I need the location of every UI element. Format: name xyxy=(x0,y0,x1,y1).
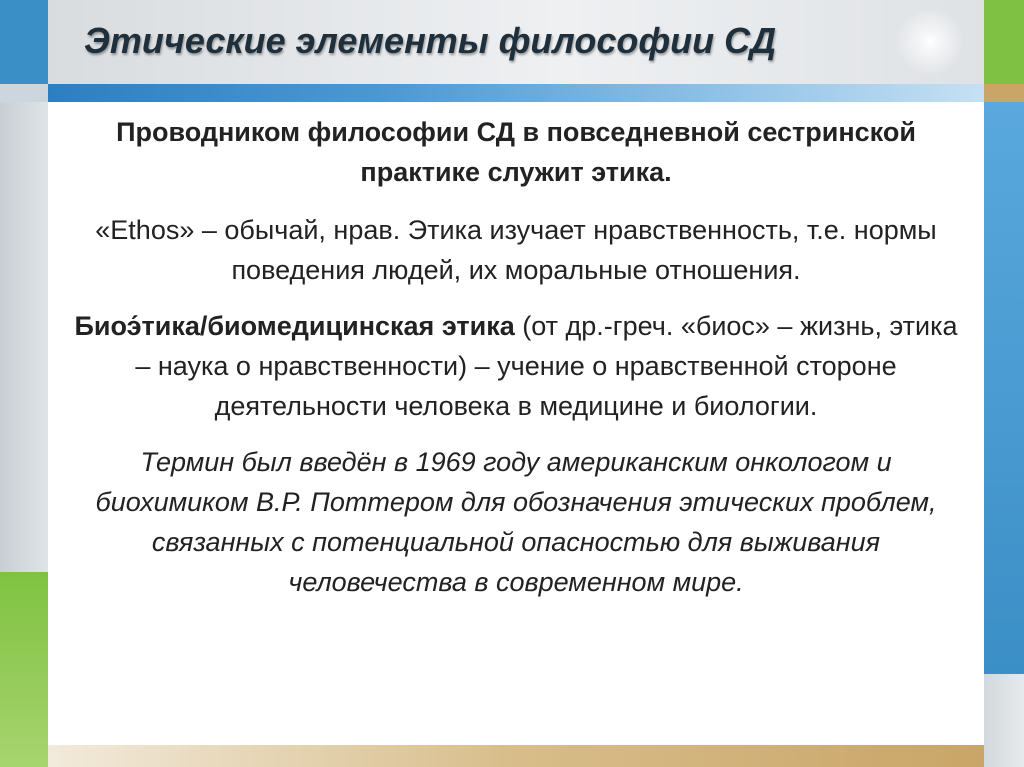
footer-band xyxy=(48,745,984,767)
left-gray-strip xyxy=(0,84,48,102)
paragraph-term-history: Термин был введён в 1969 году американским онкологом и биохимиком В.Р. Поттером для обозначения этических проблем, связанных с потенциальной опасностью для выживания человечества в современном мире. xyxy=(95,447,937,597)
right-green-tile xyxy=(984,0,1024,84)
bioethics-term: Биоэ́тика/биомедицинская этика xyxy=(74,311,515,341)
sparkle-decoration xyxy=(890,10,970,80)
paragraph-ethos: «Ethos» – обычай, нрав. Этика изучает нравственность, т.е. нормы поведения людей, их моральные отношения. xyxy=(95,215,937,285)
right-gray-tile xyxy=(984,674,1024,767)
left-green-tile xyxy=(0,572,48,767)
paragraph-conductor: Проводником философии СД в повседневной сестринской практике служит этика. xyxy=(116,117,916,187)
bioethics-definition: (от др.-греч. «биос» – жизнь, этика – наука о нравственности) – учение о нравственной стороне деятельности человека в медицине и биологии. xyxy=(135,311,958,421)
left-gray-tile xyxy=(0,102,48,572)
paragraph-bioethics xyxy=(64,306,968,426)
left-blue-tile xyxy=(0,0,48,84)
right-tan-strip xyxy=(984,84,1024,102)
slide-body xyxy=(64,110,968,602)
right-blue-tile xyxy=(984,102,1024,674)
page-title: Этические элементы философии СД xyxy=(84,20,777,61)
header-stripe xyxy=(48,84,984,102)
